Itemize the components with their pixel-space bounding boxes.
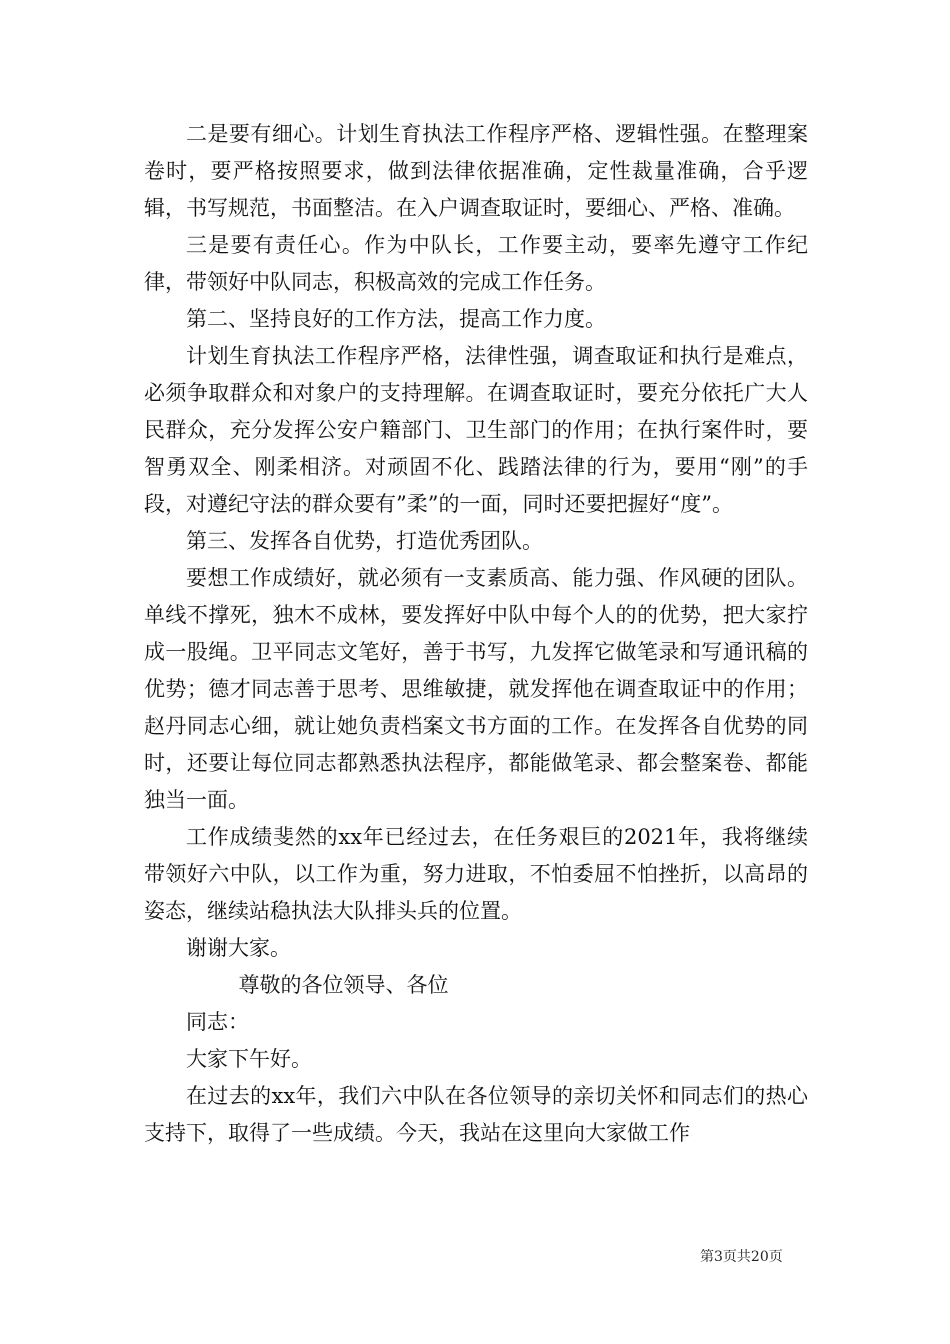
paragraph-team: 要想工作成绩好，就必须有一支素质高、能力强、作风硬的团队。单线不撑死，独木不成林，要发挥好中队中每个人的的优势，把大家拧成一股绳。卫平同志文笔好，善于书写，九发挥它做笔录和写通讯稿的优势；德才同志善于思考、思维敏捷，就发挥他在调查取证中的作用；赵丹同志心细，就让她负责档案文书方面的工作。在发挥各自优势的同时，还要让每位同志都熟悉执法程序，都能做笔录、都会整案卷、都能独当一面。: [144, 566, 808, 812]
page-number-footer: 第3页共20页: [700, 1249, 783, 1265]
paragraph-salutation: 尊敬的各位领导、各位: [238, 973, 449, 997]
document-body: [144, 116, 808, 1152]
paragraph-thanks: 谢谢大家。: [186, 936, 291, 960]
paragraph-carefulness: 二是要有细心。计划生育执法工作程序严格、逻辑性强。在整理案卷时，要严格按照要求，做到法律依据准确，定性裁量准确，合乎逻辑，书写规范，书面整洁。在入户调查取证时，要细心、严格、准确。: [144, 122, 808, 220]
paragraph-greeting: 大家下午好。: [186, 1047, 312, 1071]
heading-third-team: 第三、发挥各自优势，打造优秀团队。: [186, 529, 543, 553]
paragraph-responsibility: 三是要有责任心。作为中队长，工作要主动，要率先遵守工作纪律，带领好中队同志，积极高效的完成工作任务。: [144, 233, 808, 294]
paragraph-comrades: 同志：: [186, 1010, 249, 1034]
paragraph-summary: 工作成绩斐然的xx年已经过去，在任务艰巨的2021年，我将继续带领好六中队，以工作为重，努力进取，不怕委屈不怕挫折，以高昂的姿态，继续站稳执法大队排头兵的位置。: [144, 825, 808, 923]
heading-second-method: 第二、坚持良好的工作方法，提高工作力度。: [186, 307, 606, 331]
paragraph-past-year: 在过去的xx年，我们六中队在各位领导的亲切关怀和同志们的热心支持下，取得了一些成绩。今天，我站在这里向大家做工作: [144, 1084, 808, 1145]
paragraph-work-method: 计划生育执法工作程序严格，法律性强，调查取证和执行是难点，必须争取群众和对象户的支持理解。在调查取证时，要充分依托广大人民群众，充分发挥公安户籍部门、卫生部门的作用；在执行案件时，要智勇双全、刚柔相济。对顽固不化、践踏法律的行为，要用“刚”的手段，对遵纪守法的群众要有”柔”的一面，同时还要把握好“度”。: [144, 344, 808, 516]
